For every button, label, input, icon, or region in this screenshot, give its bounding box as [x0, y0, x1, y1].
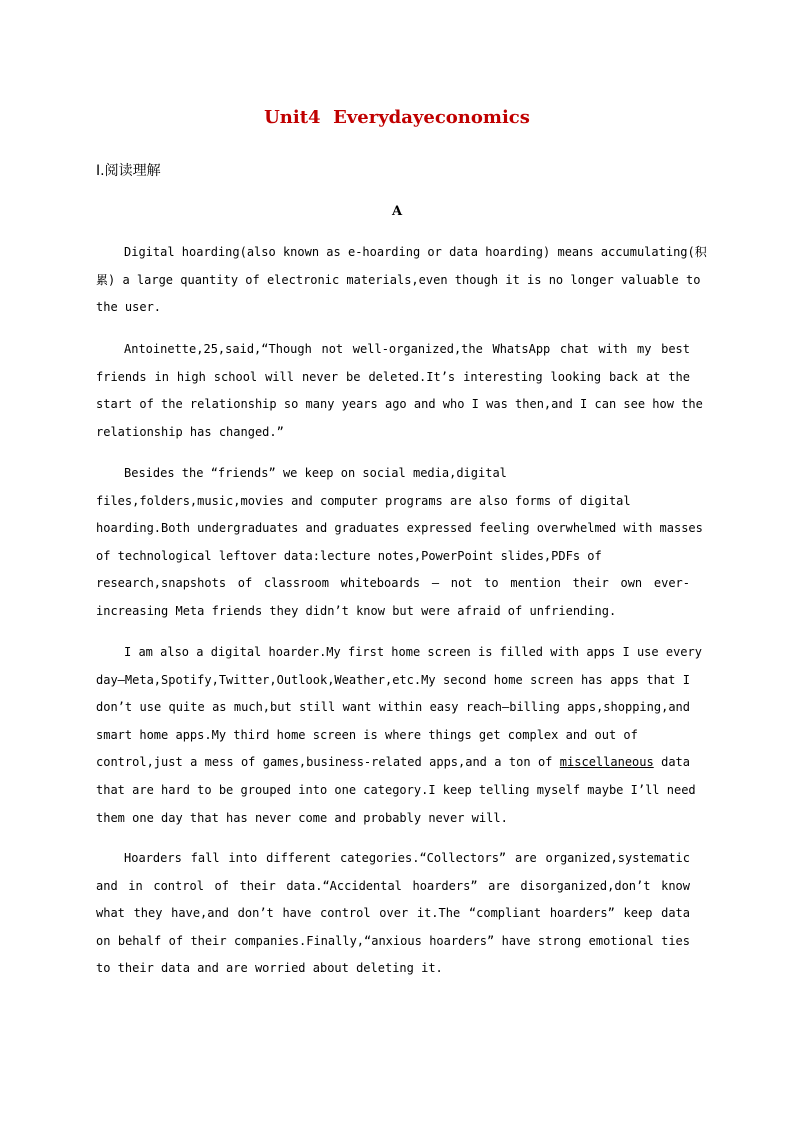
text-line: research,snapshots of classroom whiteboards — not to mention their own ever-: [96, 576, 690, 591]
section-heading: Ⅰ.阅读理解: [96, 163, 161, 179]
text-line: increasing Meta friends they didn’t know but were afraid of unfriending.: [96, 603, 617, 618]
text-line: what they have,and don’t have control over it.The “compliant hoarders” keep data: [96, 906, 690, 921]
text-line: I am also a digital hoarder.My first home screen is filled with apps I use every: [124, 645, 702, 659]
text-line: friends in high school will never be deleted.It’s interesting looking back at the: [96, 369, 690, 384]
text-segment: data: [653, 755, 690, 770]
passage-label: A: [391, 204, 403, 219]
text-line: on behalf of their companies.Finally,“anxious hoarders” have strong emotional ties: [96, 933, 690, 948]
text-line: 累) a large quantity of electronic materials,even though it is no longer valuable to: [96, 272, 701, 287]
paragraph-2: [96, 336, 703, 446]
text-line: Besides the “friends” we keep on social media,digital: [124, 466, 507, 480]
text-line: Hoarders fall into different categories.“Collectors” are organized,systematic: [124, 851, 690, 865]
text-line: Antoinette,25,said,“Though not well-organized,the WhatsApp chat with my best: [124, 342, 690, 356]
text-line: relationship has changed.”: [96, 424, 284, 439]
text-line: to their data and are worried about deleting it.: [96, 961, 443, 976]
text-line: hoarding.Both undergraduates and graduates expressed feeling overwhelmed with masses: [96, 521, 703, 536]
paragraph-4: [96, 639, 702, 832]
text-line: day—Meta,Spotify,Twitter,Outlook,Weather,etc.My second home screen has apps that I: [96, 672, 690, 687]
text-line: don’t use quite as much,but still want within easy reach—billing apps,shopping,and: [96, 700, 690, 715]
paragraph-3: [96, 460, 703, 626]
text-line: smart home apps.My third home screen is where things get complex and out of: [96, 727, 638, 742]
text-line: Digital hoarding(also known as e-hoarding or data hoarding) means accumulating(积: [124, 245, 707, 259]
paragraph-5: [96, 845, 690, 983]
underlined-word: miscellaneous: [559, 755, 654, 770]
text-line: files,folders,music,movies and computer programs are also forms of digital: [96, 493, 631, 508]
text-line: them one day that has never come and probably never will.: [96, 810, 508, 825]
page-title: Unit4 Everydayeconomics: [264, 107, 530, 128]
text-line: [96, 749, 690, 777]
text-line: of technological leftover data:lecture notes,PowerPoint slides,PDFs of: [96, 548, 602, 563]
paragraph-1: [96, 239, 707, 322]
text-line: start of the relationship so many years ago and who I was then,and I can see how the: [96, 397, 703, 412]
text-line: and in control of their data.“Accidental hoarders” are disorganized,don’t know: [96, 878, 690, 893]
text-line: that are hard to be grouped into one category.I keep telling myself maybe I’ll need: [96, 782, 696, 797]
text-segment: control,just a mess of games,business-related apps,and a ton of: [96, 755, 553, 770]
text-line: the user.: [96, 300, 162, 315]
